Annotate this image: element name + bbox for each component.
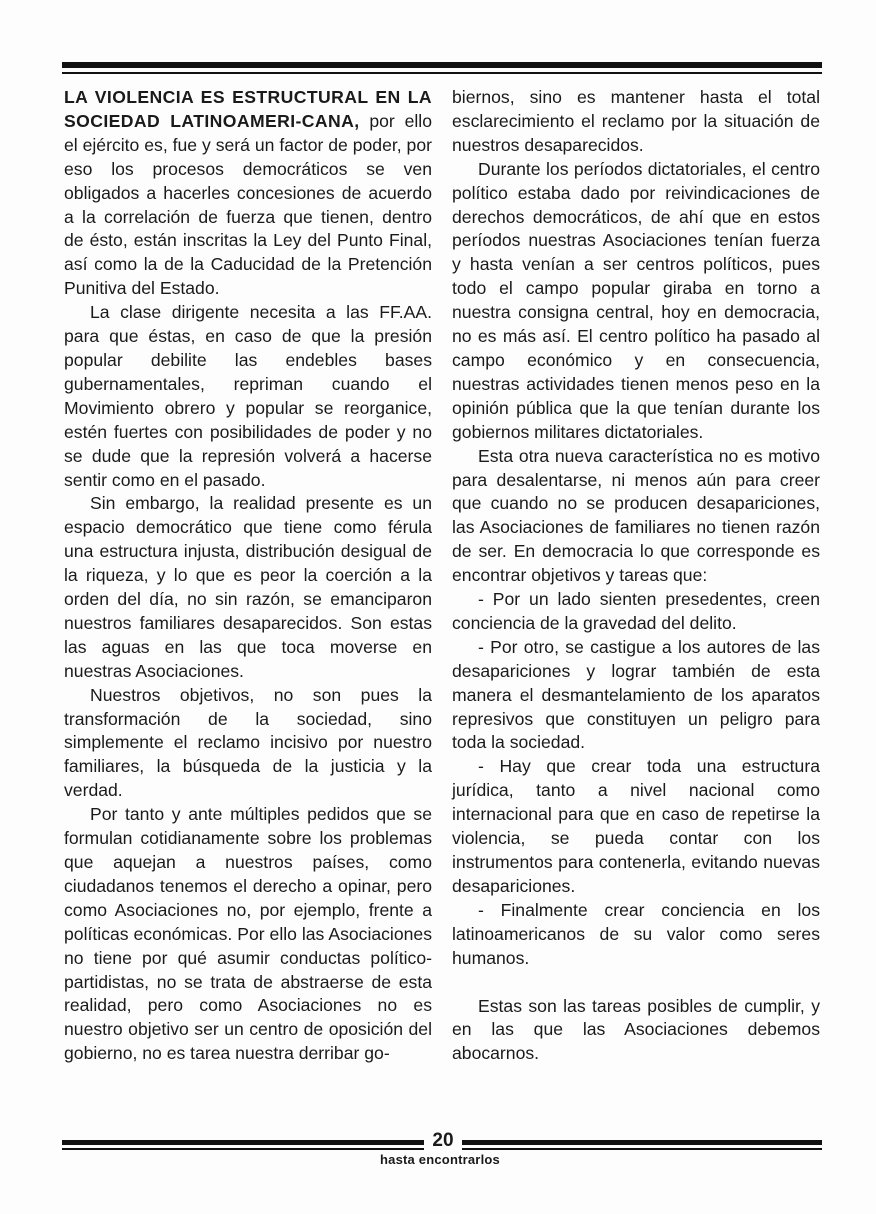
paragraph: biernos, sino es mantener hasta el total esclarecimiento el reclamo por la situación de nuestros desaparecidos.	[452, 87, 820, 155]
list-item: - Hay que crear toda una estructura jurídica, tanto a nivel nacional como internacional para que en caso de repetirse la violencia, se pueda contar con los instrumentos para contenerla, evitando nuevas desapariciones.	[452, 756, 820, 896]
top-rule-thick	[62, 62, 822, 68]
paragraph: La clase dirigente necesita a las FF.AA. para que éstas, en caso de que la presión popular debilite las endebles bases gubernamentales, repriman cuando el Movimiento obrero y popular se reorganice, estén fuertes con posibilidades de poder y no se dude que la represión volverá a hacerse sentir como en el pasado.	[64, 302, 432, 490]
paragraph-intro	[64, 86, 432, 301]
footer-rule-left-thin	[62, 1148, 424, 1150]
list-item: - Por otro, se castigue a los autores de las desapariciones y lograr también de esta manera el desmantelamiento de los aparatos represivos que constituyen un peligro para toda la sociedad.	[452, 636, 820, 753]
publication-title: hasta encontrarlos	[380, 1152, 500, 1167]
paragraph: Sin embargo, la realidad presente es un espacio democrático que tiene como férula una estructura injusta, distribución desigual de la riqueza, y lo que es peor la coerción a la orden del día, no sin razón, se emanciparon nuestros familiares desaparecidos. Son estas las aguas en las que toca moverse en nuestras Asociaciones.	[64, 493, 432, 681]
right-column	[452, 86, 820, 1066]
footer-rule-right-thin	[462, 1148, 822, 1150]
paragraph: Nuestros objetivos, no son pues la transformación de la sociedad, sino simplemente el reclamo incisivo por nuestro familiares, la búsqueda de la justicia y la verdad.	[64, 684, 432, 801]
page-number: 20	[432, 1130, 454, 1151]
footer-rule-right	[462, 1140, 822, 1145]
left-column	[64, 86, 432, 1066]
paragraph-text: por ello el ejército es, fue y será un factor de poder, por eso los procesos democráticos se ven obligados a hacerles concesiones de acuerdo a la correlación de fuerza que tienen, dentro de ésto, están inscritas la Ley del Punto Final, así como la de la Caducidad de la Pretención Punitiva del Estado.	[64, 110, 432, 299]
top-rule-thin	[62, 72, 822, 74]
footer-rule-left	[62, 1140, 424, 1145]
closing-paragraph: Estas son las tareas posibles de cumplir, y en las que las Asociaciones debemos abocarnos.	[452, 995, 820, 1064]
paragraph: Durante los períodos dictatoriales, el centro político estaba dado por reivindicaciones de derechos democráticos, de ahí que en estos períodos nuestras Asociaciones tenían fuerza y hasta venían a ser centros políticos, pues todo el campo popular giraba en torno a nuestra consigna central, hoy en democracia, no es más así. El centro político ha pasado al campo económico y en consecuencia, nuestras actividades tienen menos peso en la opinión pública que la que tenían durante los gobiernos militares dictatoriales.	[452, 158, 820, 442]
paragraph: Esta otra nueva característica no es motivo para desalentarse, ni menos aún para creer que cuando no se producen desapariciones, las Asociaciones de familiares no tienen razón de ser. En democracia lo que corresponde es encontrar objetivos y tareas que:	[452, 445, 820, 586]
paragraph: Por tanto y ante múltiples pedidos que se formulan cotidianamente sobre los problemas que aquejan a nuestros países, como ciudadanos tenemos el derecho a opinar, pero como Asociaciones no, por ejemplo, frente a políticas económicas. Por ello las Asociaciones no tiene por qué asumir conductas político-partidistas, no se trata de abstraerse de esta realidad, pero como Asociaciones no es nuestro objetivo ser un centro de oposición del gobierno, no es tarea nuestra derribar go-	[64, 804, 432, 1064]
section-heading: LA VIOLENCIA ES ESTRUCTURAL EN LA SOCIEDAD LATINOAMERI-CANA,	[64, 87, 432, 131]
list-item: - Finalmente crear conciencia en los latinoamericanos de su valor como seres humanos.	[452, 899, 820, 968]
list-item: - Por un lado sienten presedentes, creen conciencia de la gravedad del delito.	[452, 589, 820, 633]
